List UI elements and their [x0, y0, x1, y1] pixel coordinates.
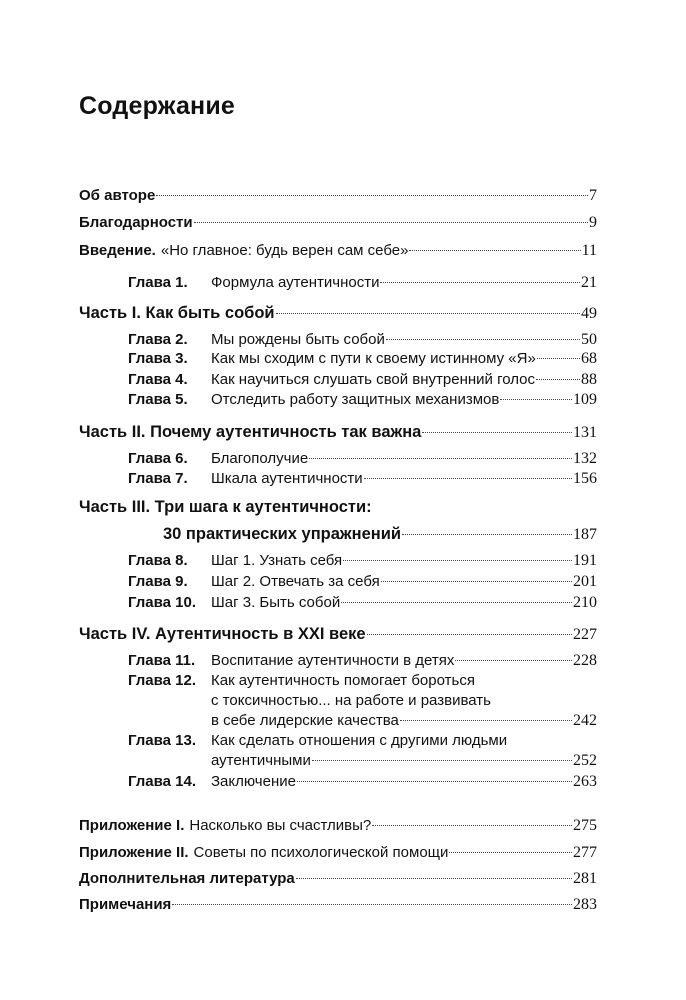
- page-number: 7: [589, 187, 597, 204]
- leader-dots: [537, 358, 580, 359]
- toc-entry-chapter-12-line3[interactable]: [211, 710, 597, 732]
- toc-entry-chapter-6[interactable]: [128, 448, 597, 470]
- leader-dots: [276, 313, 580, 314]
- toc-entry-chapter-8[interactable]: [128, 550, 597, 572]
- leader-dots: [172, 904, 572, 905]
- toc-entry-chapter-9[interactable]: [128, 571, 597, 593]
- chapter-label: Глава 9.: [128, 573, 188, 590]
- chapter-title: Отследить работу защитных механизмов: [211, 391, 500, 408]
- toc-entry-chapter-4[interactable]: [128, 369, 597, 391]
- toc-entry-chapter-5[interactable]: [128, 389, 597, 411]
- page-number: 50: [581, 331, 597, 348]
- leader-dots: [194, 222, 588, 223]
- page-number: 263: [573, 773, 597, 790]
- toc-entry-chapter-14[interactable]: [128, 771, 597, 793]
- page-number: 132: [573, 450, 597, 467]
- toc-entry-further-reading[interactable]: [79, 868, 597, 890]
- appendix-title: Насколько вы счастливы?: [189, 817, 372, 834]
- leader-dots: [343, 560, 572, 561]
- page-number: 21: [581, 274, 597, 291]
- toc-entry-part-1[interactable]: [79, 302, 597, 324]
- entry-label: Благодарности: [79, 214, 193, 231]
- leader-dots: [500, 399, 572, 400]
- toc-entry-notes[interactable]: [79, 894, 597, 916]
- chapter-title-continued: в себе лидерские качества: [211, 712, 399, 729]
- page-number: 283: [573, 896, 597, 913]
- leader-dots: [400, 720, 572, 721]
- page-number: 281: [573, 870, 597, 887]
- chapter-label: Глава 2.: [128, 331, 188, 348]
- chapter-title: Шаг 1. Узнать себя: [211, 552, 343, 569]
- appendix-title: Советы по психологической помощи: [193, 844, 449, 861]
- chapter-title: Формула аутентичности: [211, 274, 380, 291]
- chapter-label: Глава 8.: [128, 552, 188, 569]
- leader-dots: [422, 432, 572, 433]
- chapter-title: Как мы сходим с пути к своему истинному «Я»: [211, 350, 536, 367]
- chapter-title-continued: аутентичными: [211, 752, 311, 769]
- entry-label: Дополнительная литература: [79, 870, 295, 887]
- toc-entry-thanks[interactable]: [79, 212, 597, 234]
- toc-entry-chapter-7[interactable]: [128, 468, 597, 490]
- toc-entry-chapter-3[interactable]: [128, 348, 597, 370]
- page-number: 277: [573, 844, 597, 861]
- chapter-label: Глава 1.: [128, 274, 188, 291]
- page-number: 187: [573, 526, 597, 543]
- leader-dots: [402, 534, 572, 535]
- page-number: 9: [589, 214, 597, 231]
- appendix-label: Приложение II.: [79, 844, 189, 861]
- page-number: 88: [581, 371, 597, 388]
- leader-dots: [449, 852, 572, 853]
- chapter-title: Как сделать отношения с другими людьми: [211, 732, 508, 749]
- page-number: 252: [573, 752, 597, 769]
- leader-dots: [312, 760, 572, 761]
- toc-entry-part-3[interactable]: [79, 496, 597, 518]
- toc-entry-chapter-13[interactable]: [128, 730, 597, 752]
- chapter-title: Заключение: [211, 773, 296, 790]
- page-number: 242: [573, 712, 597, 729]
- part-label-continued: 30 практических упражнений: [163, 525, 402, 543]
- page-number: 68: [581, 350, 597, 367]
- page-number: 49: [581, 305, 597, 322]
- part-label: Часть IV. Аутентичность в XXI веке: [79, 625, 366, 643]
- chapter-label: Глава 12.: [128, 672, 197, 689]
- chapter-title: Воспитание аутентичности в детях: [211, 652, 455, 669]
- leader-dots: [309, 458, 572, 459]
- chapter-label: Глава 4.: [128, 371, 188, 388]
- page-number: 228: [573, 652, 597, 669]
- chapter-title: Шаг 2. Отвечать за себя: [211, 573, 380, 590]
- chapter-title: Как аутентичность помогает бороться: [211, 672, 475, 689]
- toc-entry-chapter-10[interactable]: [128, 592, 597, 614]
- leader-dots: [536, 379, 580, 380]
- chapter-label: Глава 7.: [128, 470, 188, 487]
- toc-entry-appendix-1[interactable]: [79, 815, 597, 837]
- toc-entry-intro[interactable]: [79, 240, 597, 262]
- toc-entry-chapter-12-line2[interactable]: [211, 690, 597, 712]
- chapter-label: Глава 10.: [128, 594, 197, 611]
- page-title: Содержание: [79, 92, 236, 120]
- chapter-title-continued: с токсичностью... на работе и развивать: [211, 692, 491, 709]
- page-number: 156: [573, 470, 597, 487]
- chapter-label: Глава 6.: [128, 450, 188, 467]
- leader-dots: [367, 634, 572, 635]
- entry-label: Об авторе: [79, 187, 156, 204]
- entry-label: Введение.: [79, 242, 156, 259]
- leader-dots: [386, 339, 580, 340]
- leader-dots: [380, 282, 580, 283]
- page-number: 210: [573, 594, 597, 611]
- page-number: 191: [573, 552, 597, 569]
- chapter-title: Как научиться слушать свой внутренний голос: [211, 371, 535, 388]
- leader-dots: [381, 581, 572, 582]
- chapter-title: Благополучие: [211, 450, 309, 467]
- page-number: 109: [573, 391, 597, 408]
- toc-entry-chapter-13-line2[interactable]: [211, 750, 597, 772]
- leader-dots: [296, 878, 572, 879]
- leader-dots: [156, 195, 588, 196]
- page-number: 201: [573, 573, 597, 590]
- chapter-title: Мы рождены быть собой: [211, 331, 385, 348]
- entry-text: «Но главное: будь верен сам себе»: [160, 242, 409, 259]
- page-number: 275: [573, 817, 597, 834]
- part-label: Часть II. Почему аутентичность так важна: [79, 423, 422, 441]
- toc-entry-chapter-1[interactable]: [128, 272, 597, 294]
- toc-entry-part-2[interactable]: [79, 421, 597, 443]
- toc-entry-about[interactable]: [79, 185, 597, 207]
- chapter-label: Глава 11.: [128, 652, 196, 669]
- page-number: 131: [573, 424, 597, 441]
- leader-dots: [341, 602, 572, 603]
- chapter-label: Глава 13.: [128, 732, 197, 749]
- chapter-label: Глава 5.: [128, 391, 188, 408]
- chapter-title: Шкала аутентичности: [211, 470, 363, 487]
- toc-entry-part-3-cont[interactable]: [163, 523, 597, 545]
- page-number: 11: [581, 242, 597, 259]
- chapter-label: Глава 3.: [128, 350, 188, 367]
- entry-label: Примечания: [79, 896, 172, 913]
- toc-entry-chapter-11[interactable]: [128, 650, 597, 672]
- part-label: Часть III. Три шага к аутентичности:: [79, 498, 372, 516]
- page-number: 227: [573, 626, 597, 643]
- toc-entry-part-4[interactable]: [79, 623, 597, 645]
- part-label: Часть I. Как быть собой: [79, 304, 275, 322]
- appendix-label: Приложение I.: [79, 817, 185, 834]
- leader-dots: [372, 825, 572, 826]
- leader-dots: [409, 250, 580, 251]
- toc-entry-appendix-2[interactable]: [79, 842, 597, 864]
- leader-dots: [455, 660, 572, 661]
- leader-dots: [364, 478, 572, 479]
- leader-dots: [297, 781, 572, 782]
- chapter-label: Глава 14.: [128, 773, 197, 790]
- toc-entry-chapter-12[interactable]: [128, 670, 597, 692]
- chapter-title: Шаг 3. Быть собой: [211, 594, 341, 611]
